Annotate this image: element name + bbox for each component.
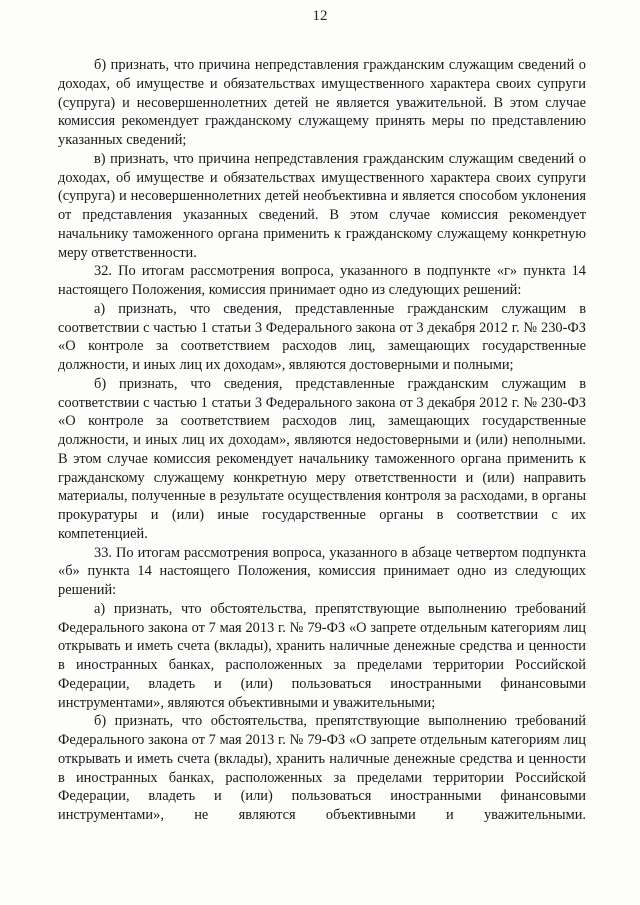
document-body (58, 56, 586, 825)
paragraph-31v: в) признать, что причина непредставления гражданским служащим сведений о доходах, об имуществе и обязательствах имущественного характера своих супруги (супруга) и несовершеннолетних детей необъективна и является способом уклонения от представления указанных сведений. В этом случае комиссия рекомендует начальнику таможенного органа применить к гражданскому служащему конкретную меру ответственности. (58, 150, 586, 261)
paragraph-33b: б) признать, что обстоятельства, препятствующие выполнению требований Федерального закона от 7 мая 2013 г. № 79-ФЗ «О запрете отдельным категориям лиц открывать и иметь счета (вклады), хранить наличные денежные средства и ценности в иностранных банках, расположенных за пределами территории Российской Федерации, владеть и (или) пользоваться иностранными финансовыми инструментами», не являются объективными и уважительными. (58, 713, 586, 823)
paragraph-32b: б) признать, что сведения, представленные гражданским служащим в соответствии с частью 1 статьи 3 Федерального закона от 3 декабря 2012 г. № 230-ФЗ «О контроле за соответствием расходов лиц, замещающих государственные должности, и иных лиц их доходам», являются недостоверными и (или) неполными. В этом случае комиссия рекомендует начальнику таможенного органа применить к гражданскому служащему конкретную меру ответственности и (или) направить материалы, полученные в результате осуществления контроля за расходами, в органы прокуратуры и (или) иные государственные органы в соответствии с их компетенцией. (58, 375, 586, 542)
paragraph-31b: б) признать, что причина непредставления гражданским служащим сведений о доходах, об имуществе и обязательствах имущественного характера своих супруги (супруга) и несовершеннолетних детей не является уважительной. В этом случае комиссия рекомендует гражданскому служащему принять меры по представлению указанных сведений; (58, 57, 586, 148)
page-number: 12 (312, 8, 328, 24)
paragraph-32a: а) признать, что сведения, представленные гражданским служащим в соответствии с частью 1 статьи 3 Федерального закона от 3 декабря 2012 г. № 230-ФЗ «О контроле за соответствием расходов лиц, замещающих государственные должности, и иных лиц их доходам», являются достоверными и полными; (58, 300, 586, 373)
paragraph-33a: а) признать, что обстоятельства, препятствующие выполнению требований Федерального закона от 7 мая 2013 г. № 79-ФЗ «О запрете отдельным категориям лиц открывать и иметь счета (вклады), хранить наличные денежные средства и ценности в иностранных банках, расположенных за пределами территории Российской Федерации, владеть и (или) пользоваться иностранными финансовыми инструментами», являются объективными и уважительными; (58, 600, 586, 711)
paragraph-32: 32. По итогам рассмотрения вопроса, указанного в подпункте «г» пункта 14 настоящего Положения, комиссия принимает одно из следующих решений: (58, 263, 586, 298)
paragraph-33: 33. По итогам рассмотрения вопроса, указанного в абзаце четвертом подпункта «б» пункта 14 настоящего Положения, комиссия принимает одно из следующих решений: (58, 544, 586, 598)
